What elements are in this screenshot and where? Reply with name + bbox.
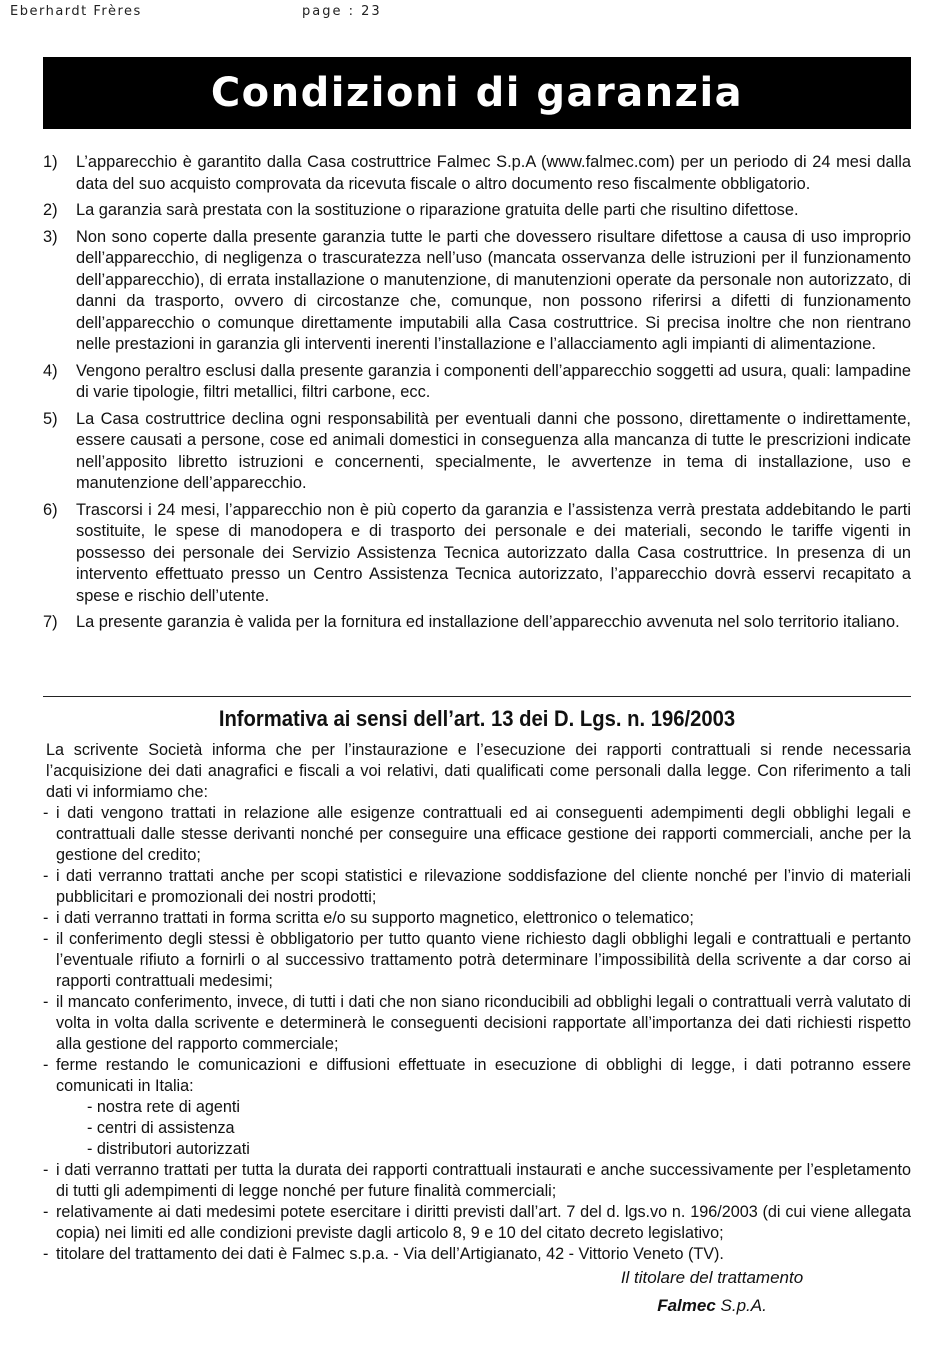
signature-company [610,1296,814,1316]
item-text: La presente garanzia è valida per la fornitura ed installazione dell’apparecchio avvenuta nel solo territorio italiano. [76,613,900,631]
item-number: 2) [43,201,58,219]
privacy-bullet [43,866,911,908]
item-text: L’apparecchio è garantito dalla Casa costruttrice Falmec S.p.A (www.falmec.com) per un periodo di 24 mesi dalla data del suo acquisto comprovata da ricevuta fiscale o altro documento reso fiscalmente obbligatorio. [76,153,911,193]
bullet-mark: - [43,909,49,927]
page-header [0,0,950,26]
item-text: La Casa costruttrice declina ogni responsabilità per eventuali danni che possono, direttamente o indirettamente, essere causati a persone, cose ed animali domestici in conseguenza alla mancanza di tutte le prescrizioni indicate nell’apposito libretto istruzioni e concernenti, specialmente, le avvertenze in tema di installazione, uso e manutenzione dell’apparecchio. [76,409,911,492]
item-number: 7) [43,613,58,631]
privacy-bullet [43,908,911,929]
bullet-mark: - [43,867,49,885]
warranty-item [43,361,911,404]
recipient-item [87,1139,911,1160]
privacy-bullet [43,1244,911,1265]
recipient-item [87,1118,911,1139]
signature-role: Il titolare del trattamento [620,1268,804,1287]
warranty-item [43,612,911,634]
item-number: 3) [43,227,58,246]
item-number: 5) [43,409,58,428]
item-text: Vengono peraltro esclusi dalla presente garanzia i componenti dell’apparecchio soggetti ad usura, quali: lampadine di varie tipologie, filtri metallici, filtri carbone, ecc. [76,361,911,401]
page-title: Condizioni di garanzia [210,70,744,116]
privacy-bullet [43,1202,911,1244]
bullet-mark: - [43,930,49,948]
bullet-text: il mancato conferimento, invece, di tutti i dati che non siano riconducibili ad obblighi legali o contrattuali verrà valutato di volta in volta dalla scrivente e determinerà le conseguenti decisioni rapportate all’importanza dei dati richiesti rispetto alla gestione del rapporto commerciale; [56,993,911,1053]
warranty-item [43,200,911,222]
bullet-mark: - [43,1203,49,1221]
item-text: La garanzia sarà prestata con la sostituzione o riparazione gratuita delle parti che risultino difettose. [76,201,799,219]
item-text: Trascorsi i 24 mesi, l’apparecchio non è più coperto da garanzia e l’assistenza verrà prestata addebitando le parti sostituite, le spese di manodopera e di trasporto dei personale e dei materiali, secondo le tariffe vigenti in possesso dei personale dei Servizio Assistenza Tecnica autorizzato dalla Casa costruttrice. In presenza di un intervento effettuato presso un Centro Assistenza Tecnica autorizzato, l’apparecchio dovrà esservi recapitato a spese e rischio dell’utente. [76,500,911,605]
sub-mark: - [87,1119,93,1137]
privacy-section [43,740,911,1265]
warranty-list [43,152,911,639]
privacy-bullet [43,1160,911,1202]
signature-company-name: Falmec [657,1296,716,1315]
bullet-mark: - [43,993,49,1011]
bullet-text: titolare del trattamento dei dati è Falmec s.p.a. - Via dell’Artigianato, 42 - Vittorio Veneto (TV). [56,1245,724,1263]
page-number: page : 23 [302,4,382,19]
sub-text: nostra rete di agenti [96,1098,240,1116]
sub-text: centri di assistenza [96,1119,235,1137]
bullet-mark: - [43,804,49,822]
bullet-text: il conferimento degli stessi è obbligatorio per tutto quanto viene richiesto dagli obblighi legali e contrattuali e pertanto l’eventuale rifiuto a fornirli o al successivo trattamento potrà determinare l’impossibilità della scrivente a dar corso ai rapporti contrattuali medesimi; [56,930,911,990]
privacy-bullet [43,992,911,1055]
title-banner [43,57,911,129]
warranty-item [43,152,911,195]
header-company: Eberhardt Frères [10,4,142,19]
bullet-text: relativamente ai dati medesimi potete esercitare i diritti previsti dall’art. 7 del d. lgs.vo n. 196/2003 (di cui viene allegata copia) nei limiti ed alle condizioni previste dagli articolo 8, 9 e 10 del citato decreto legislativo; [56,1203,911,1242]
item-number: 4) [43,361,58,380]
sub-mark: - [87,1140,93,1158]
bullet-text: i dati verranno trattati per tutta la durata dei rapporti contrattuali instaurati e anche successivamente per l’espletamento di tutti gli adempimenti di legge nonché per future finalità commerciali; [56,1161,911,1200]
warranty-item [43,409,911,495]
privacy-bullet [43,929,911,992]
signature-company-suffix: S.p.A. [715,1296,767,1315]
item-text: Non sono coperte dalla presente garanzia tutte le parti che dovessero risultare difettose a causa di uso improprio dell’apparecchio, di negligenza o trascuratezza nell’uso (mancata osservanza delle istruzioni per il funzionamento dell’apparecchio), di errata installazione o manutenzione, di manutenzioni operate da personale non autorizzato, di danni da trasporto, ovvero di circostanze che, comunque, non possono riferirsi a difetti di funzionamento dell’apparecchio o comunque direttamente imputabili alla Casa costruttrice. Si precisa inoltre che non rientrano nelle prestazioni in garanzia gli interventi inerenti l’installazione e l’allacciamento agli impianti di alimentazione. [76,227,911,353]
warranty-item [43,500,911,608]
recipient-item [87,1097,911,1118]
sub-text: distributori autorizzati [96,1140,250,1158]
bullet-text: i dati verranno trattati anche per scopi statistici e rilevazione soddisfazione del cliente nonché per l’invio di materiali pubblicitari e promozionali dei nostri prodotti; [56,867,911,906]
warranty-item [43,227,911,356]
bullet-text: i dati verranno trattati in forma scritta e/o su supporto magnetico, elettronico o telematico; [56,909,694,927]
privacy-bullet [43,1055,911,1097]
bullet-text: i dati vengono trattati in relazione alle esigenze contrattuali ed ai conseguenti adempimenti degli obblighi legali e contrattuali dalle stesse derivanti nonché per conseguire una efficace gestione dei rapporti commerciali, anche per la gestione del credito; [56,804,911,864]
bullet-mark: - [43,1245,49,1263]
sub-mark: - [87,1098,93,1116]
item-number: 1) [43,153,58,171]
bullet-mark: - [43,1056,49,1074]
privacy-intro: La scrivente Società informa che per l’instaurazione e l’esecuzione dei rapporti contrattuali si rende necessaria l’acquisizione dei dati anagrafici e fiscali a voi relativi, dati qualificati come personali dalla legge. Con riferimento a tali dati vi informiamo che: [46,741,911,801]
privacy-bullet [43,803,911,866]
recipients-list [43,1097,911,1160]
bullet-text: ferme restando le comunicazioni e diffusioni effettuate in esecuzione di obblighi di legge, i dati potranno essere comunicati in Italia: [56,1056,911,1095]
section-divider [43,696,911,697]
privacy-title: Informativa ai sensi dell’art. 13 dei D. Lgs. n. 196/2003 [218,706,736,731]
bullet-mark: - [43,1161,49,1179]
item-number: 6) [43,500,58,519]
